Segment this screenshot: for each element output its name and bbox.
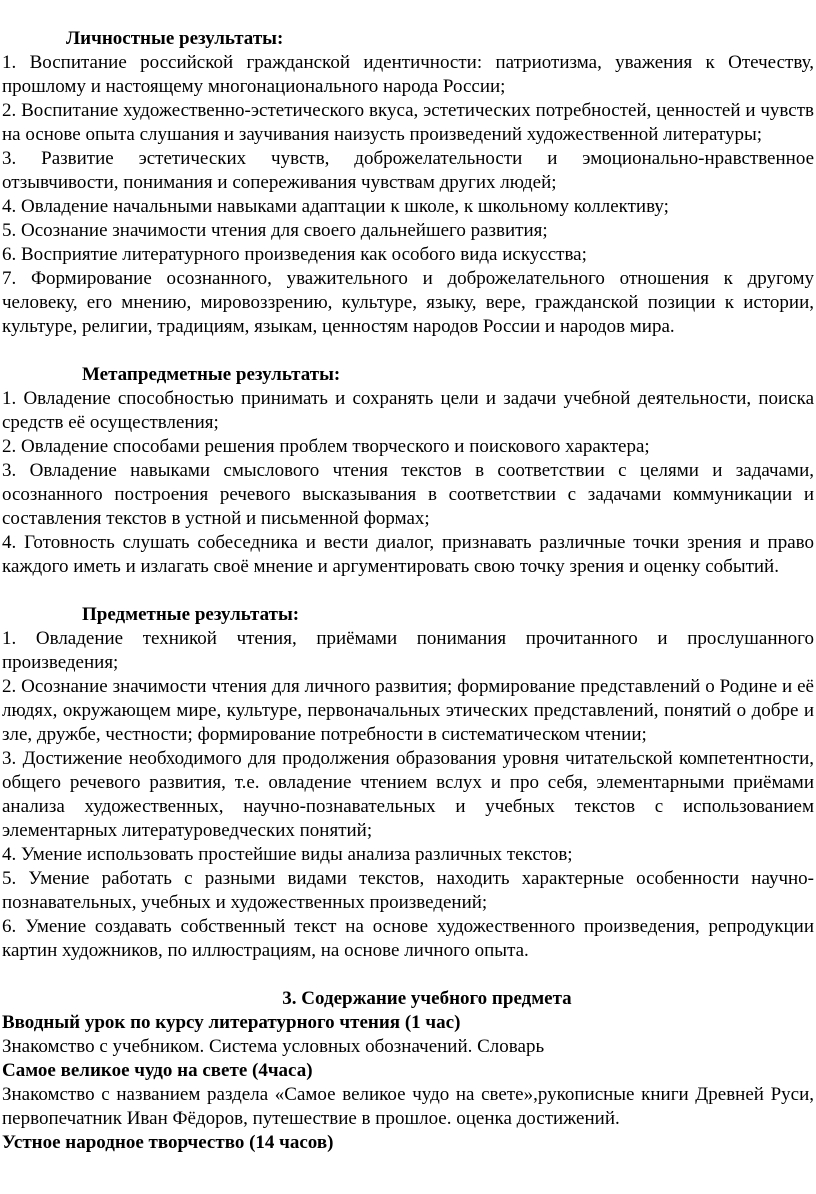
intro-lesson-heading: Вводный урок по курсу литературного чтения (1 час) [2,1012,461,1033]
greatest-miracle-heading: Самое великое чудо на свете (4часа) [2,1060,313,1081]
personal-item-5: 5. Осознание значимости чтения для своего дальнейшего развития; [2,220,548,241]
subject-item-6: 6. Умение создавать собственный текст на основе художественного произведения, репродукции картин художников, по иллюстрациям, на основе личного опыта. [2,916,814,961]
subject-item-2: 2. Осознание значимости чтения для личного развития; формирование представлений о Родине и её людях, окружающем мире, культуре, первоначальных этических представлений, понятий о добре и зле, дружбе, честности; формирование потребности в систематическом чтении; [2,676,814,745]
personal-item-2: 2. Воспитание художественно-эстетического вкуса, эстетических потребностей, ценностей и чувств на основе опыта слушания и заучивания наизусть произведений художественной литературы; [2,100,814,145]
personal-item-4: 4. Овладение начальными навыками адаптации к школе, к школьному коллективу; [2,196,669,217]
greatest-miracle-text: Знакомство с названием раздела «Самое великое чудо на свете»,рукописные книги Древней Руси, первопечатник Иван Фёдоров, путешествие в прошлое. оценка достижений. [2,1084,814,1129]
personal-item-3: 3. Развитие эстетических чувств, доброжелательности и эмоционально-нравственное отзывчивости, понимания и сопереживания чувствам других людей; [2,148,814,193]
meta-item-4: 4. Готовность слушать собеседника и вести диалог, признавать различные точки зрения и право каждого иметь и излагать своё мнение и аргументировать свою точку зрения и оценку событий. [2,532,814,577]
personal-item-6: 6. Восприятие литературного произведения как особого вида искусства; [2,244,587,265]
intro-lesson-text: Знакомство с учебником. Система условных обозначений. Словарь [2,1036,545,1057]
personal-item-1: 1. Воспитание российской гражданской идентичности: патриотизма, уважения к Отечеству, прошлому и настоящему многонационального народа России; [2,52,814,97]
personal-results-title: Личностные результаты: [66,28,284,49]
spacer [2,963,814,987]
spacer [2,339,814,363]
meta-item-3: 3. Овладение навыками смыслового чтения текстов в соответствии с целями и задачами, осознанного построения речевого высказывания в соответствии с задачами коммуникации и составления текстов в устной и письменной формах; [2,460,814,529]
personal-item-7: 7. Формирование осознанного, уважительного и доброжелательного отношения к другому человеку, его мнению, мировоззрению, культуре, языку, вере, гражданской позиции к истории, культуре, религии, традициям, языкам, ценностям народов России и народов мира. [2,268,814,337]
subject-item-5: 5. Умение работать с разными видами текстов, находить характерные особенности научнопознавательных, учебных и художественных произведений; [2,868,814,913]
subject-item-4: 4. Умение использовать простейшие виды анализа различных текстов; [2,844,573,865]
subject-item-1: 1. Овладение техникой чтения, приёмами понимания прочитанного и прослушанного произведения; [2,628,814,673]
meta-item-2: 2. Овладение способами решения проблем творческого и поискового характера; [2,436,650,457]
content-section-title: 3. Содержание учебного предмета [282,988,572,1009]
meta-results-title: Метапредметные результаты: [82,364,341,385]
meta-item-1: 1. Овладение способностью принимать и сохранять цели и задачи учебной деятельности, поиска средств её осуществления; [2,388,814,433]
subject-item-3: 3. Достижение необходимого для продолжения образования уровня читательской компетентности, общего речевого развития, т.е. овладение чтением вслух и про себя, элементарными приёмами анализа художественных, научно-познавательных и учебных текстов с использованием элементарных литературоведческих понятий; [2,748,814,841]
subject-results-title: Предметные результаты: [82,604,300,625]
spacer [2,579,814,603]
folk-art-heading: Устное народное творчество (14 часов) [2,1132,334,1153]
